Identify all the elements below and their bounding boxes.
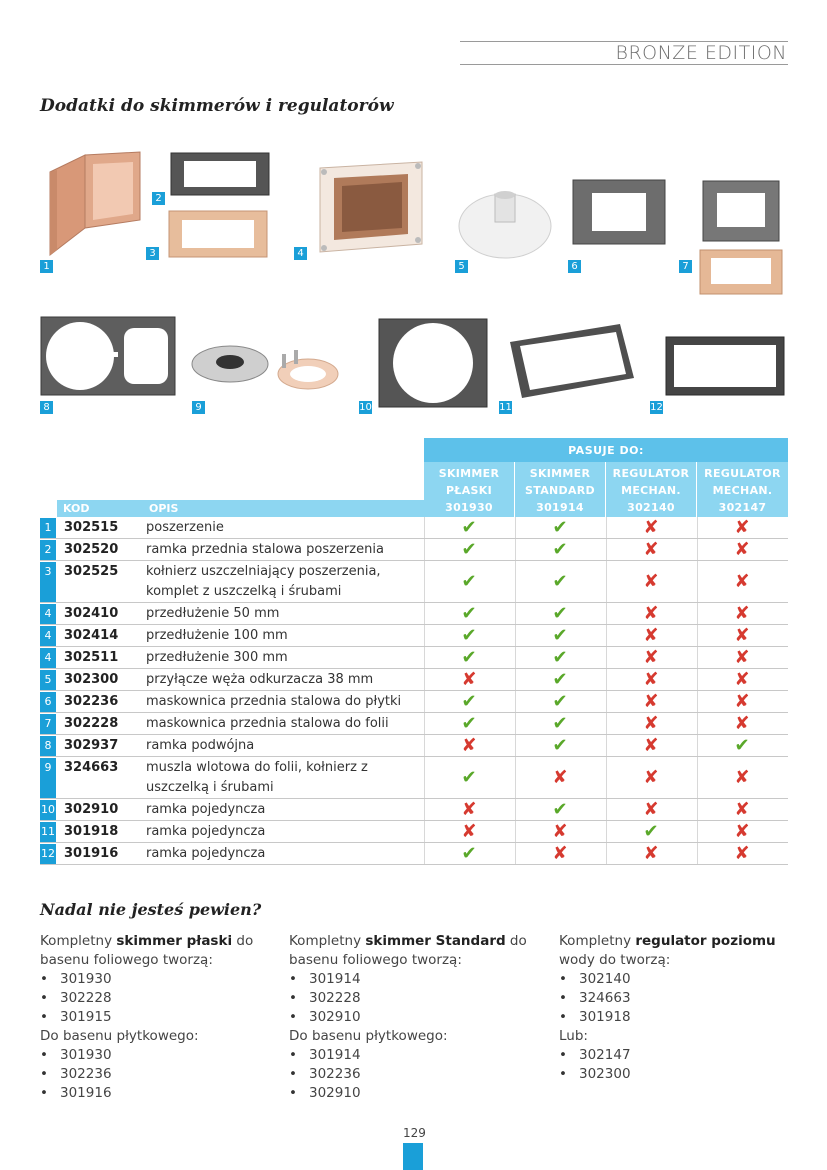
- list-item: • 302236: [40, 1065, 253, 1084]
- single-frame-12-image: [665, 336, 785, 396]
- image-badge: 6: [568, 260, 581, 273]
- cross-icon: ✘: [643, 539, 659, 560]
- check-icon: ✔: [552, 625, 568, 646]
- table-row: [40, 821, 788, 843]
- row-description: ramka pojedyncza: [146, 802, 266, 817]
- cross-icon: ✘: [734, 799, 750, 820]
- image-badge: 10: [359, 402, 372, 413]
- check-icon: ✔: [461, 767, 477, 788]
- list-item: • 301930: [40, 1046, 253, 1065]
- row-number-badge: 8: [40, 736, 56, 756]
- list-item: • 301914: [289, 1046, 527, 1065]
- list-item: • 302300: [559, 1065, 776, 1084]
- row-description: poszerzenie: [146, 520, 224, 535]
- list-item: • 301930: [40, 970, 253, 989]
- check-icon: ✔: [461, 713, 477, 734]
- cross-icon: ✘: [552, 843, 568, 864]
- check-icon: ✔: [552, 691, 568, 712]
- check-icon: ✔: [461, 539, 477, 560]
- table-row: [40, 539, 788, 561]
- check-icon: ✔: [552, 735, 568, 756]
- section-title: Dodatki do skimmerów i regulatorów: [40, 96, 394, 116]
- check-icon: ✔: [552, 603, 568, 624]
- row-code: 302511: [64, 650, 119, 665]
- table-row: [40, 561, 788, 603]
- check-icon: ✔: [461, 603, 477, 624]
- cross-icon: ✘: [734, 603, 750, 624]
- check-icon: ✔: [461, 647, 477, 668]
- list-item: • 301915: [40, 1008, 253, 1027]
- row-code: 302520: [64, 542, 119, 557]
- row-code: 301916: [64, 846, 119, 861]
- row-number-badge: 1: [40, 518, 56, 538]
- table-row: [40, 517, 788, 539]
- image-badge: 7: [679, 260, 692, 273]
- row-code: 302410: [64, 606, 119, 621]
- extension-box-image: [312, 158, 432, 258]
- row-number-badge: 4: [40, 604, 56, 624]
- table-row: [40, 843, 788, 865]
- list-item: • 302228: [40, 989, 253, 1008]
- image-badge: 8: [40, 401, 53, 414]
- row-description: ramka podwójna: [146, 738, 255, 753]
- table-row: [40, 647, 788, 669]
- row-number-badge: 11: [40, 822, 56, 842]
- image-badge: 1: [40, 260, 53, 273]
- image-badge: 2: [152, 192, 165, 205]
- row-code: 302228: [64, 716, 119, 731]
- cross-icon: ✘: [643, 767, 659, 788]
- cross-icon: ✘: [734, 647, 750, 668]
- row-number-badge: 4: [40, 626, 56, 646]
- list-item: • 302910: [289, 1008, 527, 1027]
- check-icon: ✔: [461, 571, 477, 592]
- foil-cover-image: [699, 180, 783, 295]
- cross-icon: ✘: [643, 647, 659, 668]
- check-icon: ✔: [461, 517, 477, 538]
- row-number-badge: 10: [40, 800, 56, 820]
- cross-icon: ✘: [734, 539, 750, 560]
- info-column-standard-skimmer: Kompletny skimmer Standard do basenu foliowego tworzą: • 301914 • 302228 • 302910 Do basenu płytkowego: • 301914 • 302236 • 302910: [289, 932, 527, 1103]
- cross-icon: ✘: [643, 517, 659, 538]
- row-code: 302910: [64, 802, 119, 817]
- row-description: przedłużenie 300 mm: [146, 650, 288, 665]
- steel-front-frame-image: [170, 152, 270, 196]
- list-item: • 301918: [559, 1008, 776, 1027]
- fit-column-header: REGULATOR MECHAN. 302140: [606, 462, 696, 517]
- row-description: muszla wlotowa do folii, kołnierz z uszczelką i śrubami: [146, 760, 368, 795]
- list-item: • 302140: [559, 970, 776, 989]
- check-icon: ✔: [461, 843, 477, 864]
- vacuum-adapter-image: [455, 182, 555, 262]
- image-badge: 4: [294, 247, 307, 260]
- table-row: [40, 691, 788, 713]
- row-description: kołnierz uszczelniający poszerzenia, komplet z uszczelką i śrubami: [146, 564, 381, 599]
- edition-label: BRONZE EDITION: [615, 42, 787, 64]
- page-tab: [403, 1143, 423, 1170]
- row-code: 302236: [64, 694, 119, 709]
- double-frame-image: [40, 316, 176, 396]
- sealing-flange-image: [168, 210, 268, 258]
- row-description: przyłącze węża odkurzacza 38 mm: [146, 672, 374, 687]
- cross-icon: ✘: [734, 669, 750, 690]
- row-description: przedłużenie 100 mm: [146, 628, 288, 643]
- image-badge: 3: [146, 247, 159, 260]
- list-item: • 302147: [559, 1046, 776, 1065]
- cross-icon: ✘: [734, 843, 750, 864]
- cross-icon: ✘: [643, 843, 659, 864]
- row-description: ramka przednia stalowa poszerzenia: [146, 542, 384, 557]
- row-number-badge: 6: [40, 692, 56, 712]
- list-item: • 302910: [289, 1084, 527, 1103]
- inlet-shell-image: [190, 336, 340, 392]
- cross-icon: ✘: [461, 821, 477, 842]
- row-description: ramka pojedyncza: [146, 846, 266, 861]
- cross-icon: ✘: [734, 571, 750, 592]
- image-badge: 9: [192, 401, 205, 414]
- info-column-level-regulator: Kompletny regulator poziomu wody do tworzą: • 302140 • 324663 • 301918 Lub: • 302147 • 302300: [559, 932, 776, 1084]
- cross-icon: ✘: [643, 713, 659, 734]
- image-badge: 11: [499, 402, 512, 413]
- help-title: Nadal nie jesteś pewien?: [40, 900, 262, 919]
- list-item: • 302236: [289, 1065, 527, 1084]
- row-number-badge: 9: [40, 758, 56, 798]
- image-badge: 12: [650, 402, 663, 413]
- row-code: 302414: [64, 628, 119, 643]
- extension-sleeve-image: [45, 150, 145, 262]
- table-row: [40, 757, 788, 799]
- row-number-badge: 12: [40, 844, 56, 864]
- tile-cover-image: [572, 179, 666, 245]
- row-code: 302300: [64, 672, 119, 687]
- check-icon: ✔: [734, 735, 750, 756]
- cross-icon: ✘: [643, 603, 659, 624]
- cross-icon: ✘: [734, 767, 750, 788]
- row-code: 302515: [64, 520, 119, 535]
- check-icon: ✔: [552, 539, 568, 560]
- check-icon: ✔: [552, 799, 568, 820]
- cross-icon: ✘: [643, 691, 659, 712]
- fit-column-header: SKIMMER PŁASKI 301930: [424, 462, 514, 517]
- cross-icon: ✘: [734, 517, 750, 538]
- single-frame-11-image: [508, 322, 636, 400]
- list-item: • 302228: [289, 989, 527, 1008]
- table-row: [40, 713, 788, 735]
- single-frame-10-image: [378, 318, 488, 410]
- list-item: • 324663: [559, 989, 776, 1008]
- row-description: przedłużenie 50 mm: [146, 606, 280, 621]
- row-number-badge: 4: [40, 648, 56, 668]
- row-code: 302937: [64, 738, 119, 753]
- kod-column-header: KOD: [57, 500, 143, 517]
- fit-column-header: SKIMMER STANDARD 301914: [515, 462, 605, 517]
- row-code: 302525: [64, 564, 119, 579]
- row-number-badge: 7: [40, 714, 56, 734]
- cross-icon: ✘: [643, 669, 659, 690]
- table-row: [40, 735, 788, 757]
- cross-icon: ✘: [643, 735, 659, 756]
- check-icon: ✔: [461, 691, 477, 712]
- check-icon: ✔: [461, 625, 477, 646]
- check-icon: ✔: [552, 647, 568, 668]
- row-description: maskownica przednia stalowa do płytki: [146, 694, 402, 709]
- fits-group-header: PASUJE DO:: [424, 438, 788, 462]
- cross-icon: ✘: [643, 625, 659, 646]
- table-row: [40, 799, 788, 821]
- fit-column-header: REGULATOR MECHAN. 302147: [697, 462, 788, 517]
- cross-icon: ✘: [643, 799, 659, 820]
- image-badge: 5: [455, 260, 468, 273]
- row-number-badge: 5: [40, 670, 56, 690]
- row-number-badge: 2: [40, 540, 56, 560]
- table-row: [40, 603, 788, 625]
- cross-icon: ✘: [461, 669, 477, 690]
- edition-rule-bottom: [460, 64, 788, 65]
- list-item: • 301916: [40, 1084, 253, 1103]
- row-code: 324663: [64, 760, 119, 775]
- cross-icon: ✘: [734, 713, 750, 734]
- check-icon: ✔: [552, 713, 568, 734]
- cross-icon: ✘: [461, 735, 477, 756]
- page-number: 129: [403, 1126, 426, 1140]
- row-code: 301918: [64, 824, 119, 839]
- cross-icon: ✘: [461, 799, 477, 820]
- check-icon: ✔: [552, 571, 568, 592]
- table-row: [40, 669, 788, 691]
- list-item: • 301914: [289, 970, 527, 989]
- check-icon: ✔: [643, 821, 659, 842]
- check-icon: ✔: [552, 669, 568, 690]
- table-row: [40, 625, 788, 647]
- cross-icon: ✘: [734, 691, 750, 712]
- cross-icon: ✘: [552, 767, 568, 788]
- opis-column-header: OPIS: [143, 500, 424, 517]
- info-column-flat-skimmer: Kompletny skimmer płaski do basenu foliowego tworzą: • 301930 • 302228 • 301915 Do basenu płytkowego: • 301930 • 302236 • 301916: [40, 932, 253, 1103]
- cross-icon: ✘: [552, 821, 568, 842]
- check-icon: ✔: [552, 517, 568, 538]
- cross-icon: ✘: [643, 571, 659, 592]
- row-number-badge: 3: [40, 562, 56, 602]
- row-description: maskownica przednia stalowa do folii: [146, 716, 389, 731]
- cross-icon: ✘: [734, 625, 750, 646]
- cross-icon: ✘: [734, 821, 750, 842]
- row-description: ramka pojedyncza: [146, 824, 266, 839]
